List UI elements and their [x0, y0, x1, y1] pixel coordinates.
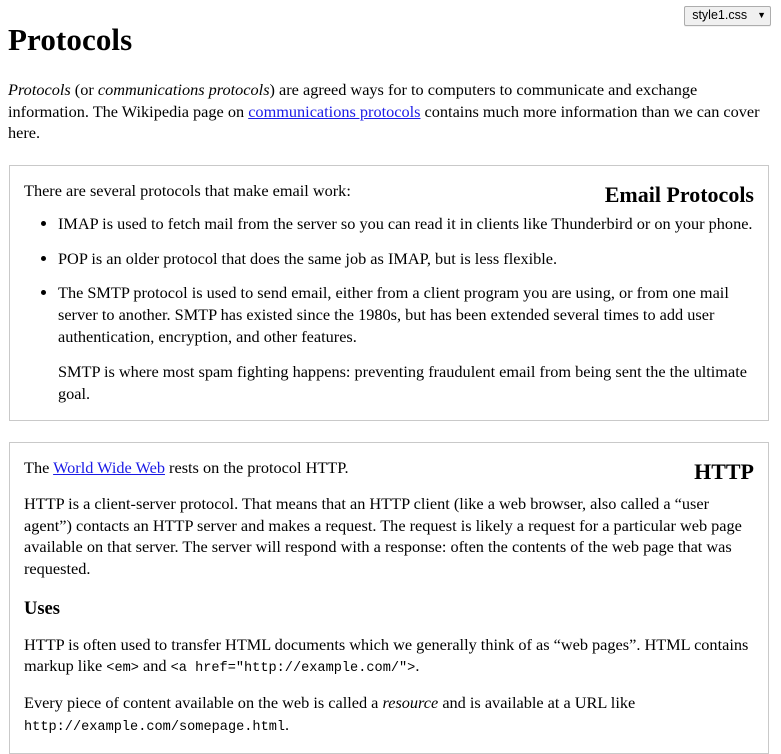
http-paragraph-1: HTTP is a client-server protocol. That means that an HTTP client (like a web browser, also called a “user agent”) contacts an HTTP server and makes a request. The request is likely a request for a particular web page available on that server. The server will respond with a response: often the contents of the web page that was requested. — [24, 493, 742, 578]
list-item-text: POP is an older protocol that does the same job as IMAP, but is less flexible. — [58, 248, 558, 268]
http-para2-text-1: HTTP is often used to transfer HTML documents which we generally think of as “web pages”. HTML contains markup like — [24, 634, 749, 676]
intro-text-3: contains much more information than we can cover here. — [8, 101, 760, 143]
http-body — [24, 457, 754, 737]
section-email-heading: Email Protocols — [604, 182, 754, 208]
page-title: Protocols — [8, 22, 133, 57]
section-email-protocols — [9, 165, 769, 421]
chevron-down-icon: ▼ — [757, 9, 766, 20]
list-item — [58, 282, 754, 404]
code-example-url: http://example.com/somepage.html — [24, 719, 286, 735]
intro-text-1: (or — [70, 80, 98, 99]
code-em-tag: <em> — [106, 661, 139, 677]
list-item — [58, 248, 754, 270]
intro-em-protocols: Protocols — [8, 80, 71, 99]
intro-em-communications-protocols: communications protocols — [97, 80, 270, 99]
list-item-text: IMAP is used to fetch mail from the server so you can read it in clients like Thunderbird or on your phone. — [58, 213, 753, 233]
link-communications-protocols[interactable]: communications protocols — [248, 101, 421, 121]
intro-paragraph — [8, 79, 771, 144]
http-lead-text-2: rests on the protocol HTTP. — [164, 458, 349, 478]
email-protocol-list — [24, 213, 754, 404]
list-item-subtext: SMTP is where most spam fighting happens: preventing fraudulent email from being sent the the ultimate goal. — [58, 361, 747, 403]
stylesheet-selector[interactable] — [684, 6, 771, 26]
list-item-text: The SMTP protocol is used to send email, either from a client program you are using, or from one mail server to another. SMTP has existed since the 1980s, but has been extended several times to add user authentication, encryption, and other features. — [58, 283, 729, 346]
http-para2-text-2: and — [138, 656, 171, 676]
list-item — [58, 213, 754, 235]
http-paragraph-2 — [24, 634, 754, 679]
http-lead-text-1: The — [24, 458, 54, 478]
http-subheading-uses: Uses — [24, 598, 60, 619]
code-anchor-tag: <a href="http://example.com/"> — [170, 661, 416, 677]
section-http-heading: HTTP — [694, 459, 754, 485]
http-para3-text-3: . — [285, 714, 290, 734]
intro-text-2: ) are agreed ways for to computers to communicate and exchange information. The Wikipedia page on — [8, 80, 698, 121]
http-para3-text-1: Every piece of content available on the web is called a — [24, 693, 383, 713]
section-http — [9, 442, 769, 754]
http-para2-text-3: . — [415, 656, 420, 676]
link-world-wide-web[interactable]: World Wide Web — [53, 458, 165, 478]
section-email-lead: There are several protocols that make email work: — [24, 181, 351, 201]
http-paragraph-3 — [24, 692, 754, 737]
http-para3-text-2: and is available at a URL like — [438, 693, 636, 713]
http-para3-em-resource: resource — [382, 693, 439, 713]
stylesheet-selector-value: style1.css — [692, 8, 748, 22]
